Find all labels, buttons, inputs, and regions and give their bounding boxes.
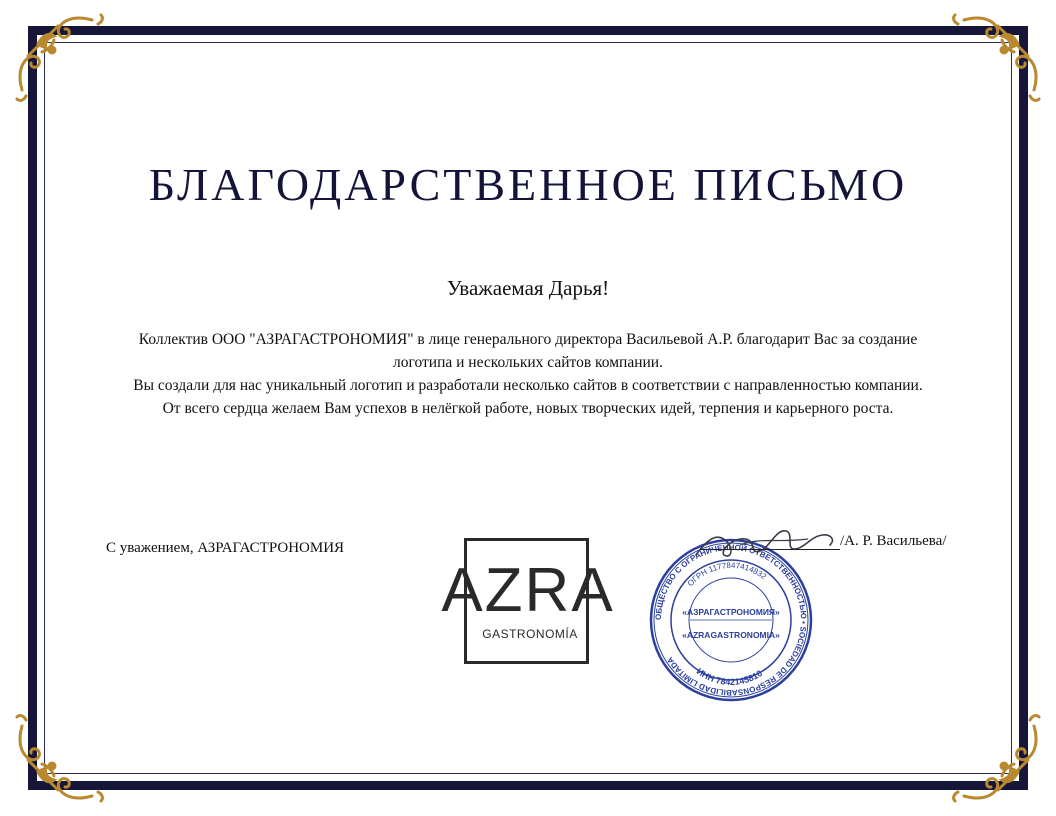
- corner-ornament-bottom-left: [8, 710, 108, 810]
- stamp-ogrn: ОГРН 1177847414832: [685, 560, 769, 589]
- body-line-2: логотипа и нескольких сайтов компании.: [393, 354, 663, 371]
- signature-line: [700, 549, 840, 550]
- stamp-outer-text: ОБЩЕСТВО С ОГРАНИЧЕННОЙ ОТВЕТСТВЕННОСТЬЮ • SOCIEDAD DE RESPONSABILIDAD LIMITADA: [653, 542, 809, 698]
- page-title: БЛАГОДАРСТВЕННОЕ ПИСЬМО: [148, 159, 908, 210]
- corner-ornament-bottom-right: [948, 710, 1048, 810]
- body-line-3: Вы создали для нас уникальный логотип и разработали несколько сайтов в соответствии с направленностью компании.: [133, 377, 923, 394]
- greeting: Уважаемая Дарья!: [446, 276, 610, 300]
- logo-subtitle: GASTRONOMÍA: [482, 627, 578, 641]
- stamp-name-en: «AZRAGASTRONOMIA»: [682, 630, 780, 640]
- body-line-4: От всего сердца желаем Вам успехов в нелёгкой работе, новых творческих идей, терпения и карьерного роста.: [162, 400, 894, 417]
- logo-wordmark: AZRA: [441, 556, 615, 625]
- stamp-name-ru: «АЗРАГАСТРОНОМИЯ»: [682, 607, 780, 617]
- corner-ornament-top-right: [948, 6, 1048, 106]
- signer-name: /А. Р. Васильева/: [840, 533, 947, 549]
- handwritten-signature: [690, 515, 840, 575]
- stamp-inn: ИНН 7842145810: [694, 666, 765, 688]
- regards-line: С уважением, АЗРАГАСТРОНОМИЯ: [106, 540, 345, 556]
- letter-body: [70, 328, 986, 420]
- body-line-1: Коллектив ООО "АЗРАГАСТРОНОМИЯ" в лице генерального директора Васильевой А.Р. благодарит Вас за создание: [138, 331, 918, 348]
- corner-ornament-top-left: [8, 6, 108, 106]
